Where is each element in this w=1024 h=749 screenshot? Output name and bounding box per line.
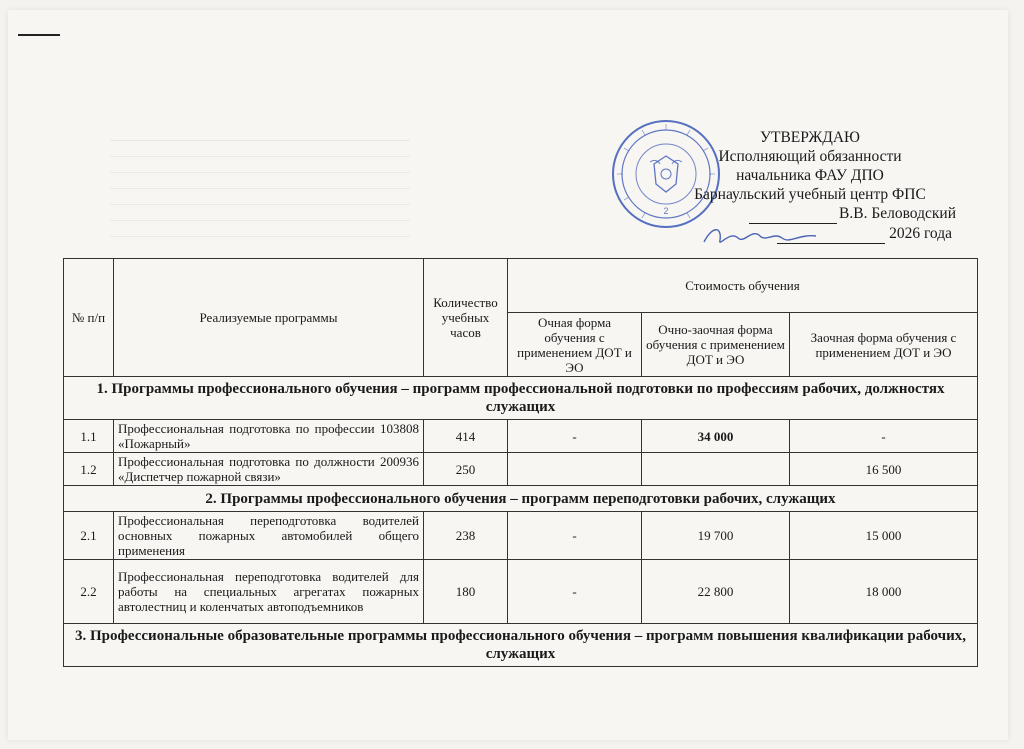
signature-underline bbox=[749, 204, 837, 224]
section-1-title: 1. Программы профессионального обучения – программ профессиональной подготовки по профессиям рабочих, должностях служащих bbox=[64, 377, 978, 420]
approval-year: 2026 года bbox=[889, 225, 952, 242]
table-header-row bbox=[64, 259, 978, 313]
section-row bbox=[64, 486, 978, 512]
section-row bbox=[64, 377, 978, 420]
row-hours: 238 bbox=[424, 512, 508, 560]
row-program: Профессиональная подготовка по должности 200936 «Диспетчер пожарной связи» bbox=[114, 453, 424, 486]
table-row bbox=[64, 512, 978, 560]
approval-date-line bbox=[660, 224, 960, 244]
row-fulltime: - bbox=[508, 420, 642, 453]
header-hours: Количество учебных часов bbox=[424, 259, 508, 377]
row-num: 2.1 bbox=[64, 512, 114, 560]
row-num: 1.2 bbox=[64, 453, 114, 486]
row-distance: 15 000 bbox=[790, 512, 978, 560]
pricing-table bbox=[63, 258, 978, 667]
table-row bbox=[64, 420, 978, 453]
approval-line-3: Барнаульский учебный центр ФПС bbox=[694, 186, 926, 203]
bleed-through bbox=[110, 140, 410, 252]
row-fulltime bbox=[508, 453, 642, 486]
row-mixed: 22 800 bbox=[642, 560, 790, 624]
table-row bbox=[64, 453, 978, 486]
row-num: 2.2 bbox=[64, 560, 114, 624]
approval-heading: УТВЕРЖДАЮ bbox=[760, 129, 860, 146]
scan-mark bbox=[18, 34, 60, 36]
row-program: Профессиональная переподготовка водителей основных пожарных автомобилей общего применения bbox=[114, 512, 424, 560]
row-mixed: 19 700 bbox=[642, 512, 790, 560]
approval-block bbox=[660, 128, 960, 244]
row-fulltime: - bbox=[508, 512, 642, 560]
row-mixed bbox=[642, 453, 790, 486]
row-program: Профессиональная подготовка по профессии 103808 «Пожарный» bbox=[114, 420, 424, 453]
approval-line-1: Исполняющий обязанности bbox=[718, 148, 902, 165]
row-hours: 180 bbox=[424, 560, 508, 624]
header-distance: Заочная форма обучения с применением ДОТ и ЭО bbox=[790, 313, 978, 377]
row-hours: 250 bbox=[424, 453, 508, 486]
row-distance: 16 500 bbox=[790, 453, 978, 486]
row-num: 1.1 bbox=[64, 420, 114, 453]
table-row bbox=[64, 560, 978, 624]
row-distance: - bbox=[790, 420, 978, 453]
approval-signer-line bbox=[660, 204, 960, 224]
row-fulltime: - bbox=[508, 560, 642, 624]
date-underline bbox=[777, 224, 885, 244]
row-distance: 18 000 bbox=[790, 560, 978, 624]
header-mixed: Очно-заочная форма обучения с применением ДОТ и ЭО bbox=[642, 313, 790, 377]
header-cost: Стоимость обучения bbox=[508, 259, 978, 313]
section-row bbox=[64, 624, 978, 667]
header-programs: Реализуемые программы bbox=[114, 259, 424, 377]
approval-signer: В.В. Беловодский bbox=[839, 205, 956, 222]
header-fulltime: Очная форма обучения с применением ДОТ и ЭО bbox=[508, 313, 642, 377]
approval-line-2: начальника ФАУ ДПО bbox=[736, 167, 884, 184]
section-3-title: 3. Профессиональные образовательные программы профессионального обучения – программ повышения квалификации рабочих, служащих bbox=[64, 624, 978, 667]
svg-text:2: 2 bbox=[663, 206, 669, 216]
section-2-title: 2. Программы профессионального обучения – программ переподготовки рабочих, служащих bbox=[64, 486, 978, 512]
row-mixed: 34 000 bbox=[642, 420, 790, 453]
header-num: № п/п bbox=[64, 259, 114, 377]
row-program: Профессиональная переподготовка водителей для работы на специальных агрегатах пожарных автолестниц и коленчатых автоподъемников bbox=[114, 560, 424, 624]
row-hours: 414 bbox=[424, 420, 508, 453]
